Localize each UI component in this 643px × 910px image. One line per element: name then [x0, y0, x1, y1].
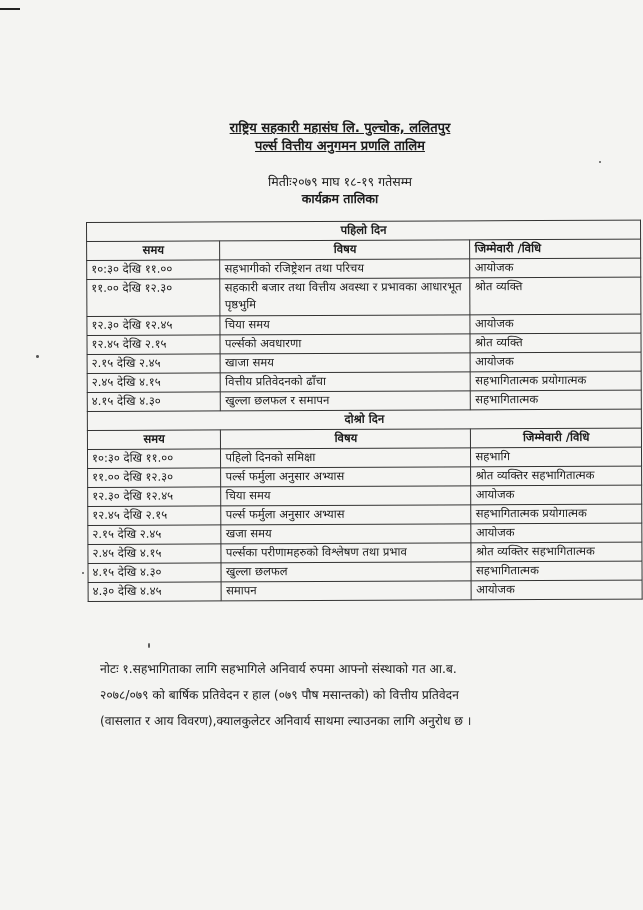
topic-cell: चिया समय: [220, 315, 470, 335]
topic-cell: चिया समय: [221, 486, 471, 506]
topic-cell: खुल्ला छलफल र समापन: [221, 391, 471, 411]
resp-cell: सहभागितात्मक: [471, 390, 642, 410]
table-row: [87, 258, 641, 279]
table-row: [88, 542, 642, 563]
time-cell: ११.०० देखि १२.३०: [87, 279, 221, 317]
table-row: [87, 371, 641, 392]
topic-cell: खजा समय: [221, 524, 471, 544]
table-row: [87, 277, 641, 316]
topic-cell: खाजा समय: [221, 353, 471, 373]
note-line-2: २०७८/०७९ को बार्षिक प्रतिवेदन र हाल (०७९ पौष मसान्तको) को वित्तीय प्रतिवेदन: [100, 688, 459, 702]
topic-cell: सहकारी बजार तथा वित्तीय अवस्था र प्रभावका आधारभूत पृष्ठभुमि: [220, 278, 470, 316]
table-row: [88, 504, 642, 525]
topic-cell: खुल्ला छलफल: [221, 562, 471, 582]
day2-col-time-header: समय: [87, 430, 221, 450]
table-row: [88, 561, 642, 582]
day2-col-resp-header: जिम्मेवारी /विधि: [471, 428, 642, 448]
resp-cell: सहभागितात्मक प्रयोगात्मक: [471, 371, 642, 391]
day1-col-topic-header: विषय: [220, 240, 470, 260]
scan-corner-mark: [0, 8, 20, 10]
training-title: पर्ल्स वित्तीय अनुगमन प्रणलि तालिम: [255, 139, 425, 154]
day2-header-row: [87, 428, 641, 449]
time-cell: ४.३० देखि ४.४५: [88, 582, 222, 602]
time-cell: १२.३० देखि १२.४५: [88, 487, 222, 507]
time-cell: १२.३० देखि १२.४५: [87, 316, 221, 336]
day1-title: पहिलो दिन: [87, 220, 641, 241]
day1-col-time-header: समय: [87, 241, 221, 261]
scan-speck: [599, 161, 601, 163]
resp-cell: श्रोत व्यक्तिर सहभागितात्मक: [471, 466, 642, 486]
table-row: [88, 466, 642, 487]
scan-speck: [148, 643, 150, 648]
topic-cell: सहभागीको रजिष्ट्रेशन तथा परिचय: [220, 259, 470, 279]
resp-cell: सहभागितात्मक प्रयोगात्मक: [471, 504, 642, 524]
day2-title-row: [87, 409, 641, 430]
resp-cell: श्रोत व्यक्ति: [470, 277, 641, 315]
resp-cell: आयोजक: [470, 258, 641, 278]
resp-cell: श्रोत व्यक्ति: [470, 333, 641, 353]
time-cell: १२.४५ देखि २.१५: [87, 335, 221, 355]
note-line-3: (वासलात र आय विवरण),क्यालकुलेटर अनिवार्य साथमा ल्याउनका लागि अनुरोध छ ।: [100, 714, 472, 728]
schedule-title: कार्यक्रम तालिका: [301, 191, 379, 206]
resp-cell: आयोजक: [472, 580, 643, 600]
topic-cell: पर्ल्स फर्मुला अनुसार अभ्यास: [221, 505, 471, 525]
time-cell: २.४५ देखि ४.१५: [88, 544, 222, 564]
topic-cell: पर्ल्सको अवधारणा: [220, 334, 470, 354]
time-cell: २.१५ देखि २.४५: [88, 525, 222, 545]
topic-cell: वित्तीय प्रतिवेदनको ढाँचा: [221, 372, 471, 392]
topic-cell: पर्ल्स फर्मुला अनुसार अभ्यास: [221, 467, 471, 487]
table-row: [88, 485, 642, 506]
table-row: [88, 523, 642, 544]
topic-cell: पहिलो दिनको समिक्षा: [221, 448, 471, 468]
note-line-1: नोटः १.सहभागिताका लागि सहभागिले अनिवार्य रुपमा आफ्नो संस्थाको गत आ.ब.: [100, 662, 457, 676]
time-cell: १२.४५ देखि २.१५: [88, 506, 222, 526]
day1-title-row: [87, 220, 641, 241]
resp-cell: आयोजक: [470, 314, 641, 334]
organization-title: राष्ट्रिय सहकारी महासंघ लि. पुल्चोक, ललितपुर: [229, 121, 451, 136]
table-row: [87, 314, 641, 335]
table-row: [87, 390, 641, 411]
resp-cell: आयोजक: [471, 352, 642, 372]
resp-cell: सहभागि: [471, 447, 642, 467]
date-line: मितीः२०७९ माघ १८-१९ गतेसम्म: [268, 174, 412, 189]
resp-cell: आयोजक: [471, 485, 642, 505]
table-row: [87, 447, 641, 468]
day1-header-row: [87, 239, 641, 260]
day2-title: दोश्रो दिन: [87, 409, 641, 430]
table-row: [88, 580, 642, 601]
resp-cell: सहभागितात्मक: [471, 561, 642, 581]
schedule-table: [86, 220, 643, 602]
topic-cell: समापन: [222, 581, 472, 601]
scan-speck: [36, 355, 39, 358]
time-cell: २.१५ देखि २.४५: [87, 354, 221, 374]
resp-cell: आयोजक: [471, 523, 642, 543]
time-cell: १०:३० देखि ११.००: [87, 260, 221, 280]
day1-col-resp-header: जिम्मेवारी /विधि: [470, 239, 641, 259]
time-cell: ४.१५ देखि ४.३०: [87, 392, 221, 412]
scan-speck: [82, 572, 84, 574]
time-cell: ११.०० देखि १२.३०: [88, 468, 222, 488]
topic-cell: पर्ल्सका परीणामहरुको विश्लेषण तथा प्रभाव: [221, 543, 471, 563]
day2-col-topic-header: विषय: [221, 429, 471, 449]
table-row: [87, 352, 641, 373]
time-cell: २.४५ देखि ४.१५: [87, 373, 221, 393]
time-cell: १०:३० देखि ११.००: [87, 449, 221, 469]
time-cell: ४.१५ देखि ४.३०: [88, 563, 222, 583]
resp-cell: श्रोत व्यक्तिर सहभागितात्मक: [471, 542, 642, 562]
note-block: [100, 656, 630, 734]
table-row: [87, 333, 641, 354]
